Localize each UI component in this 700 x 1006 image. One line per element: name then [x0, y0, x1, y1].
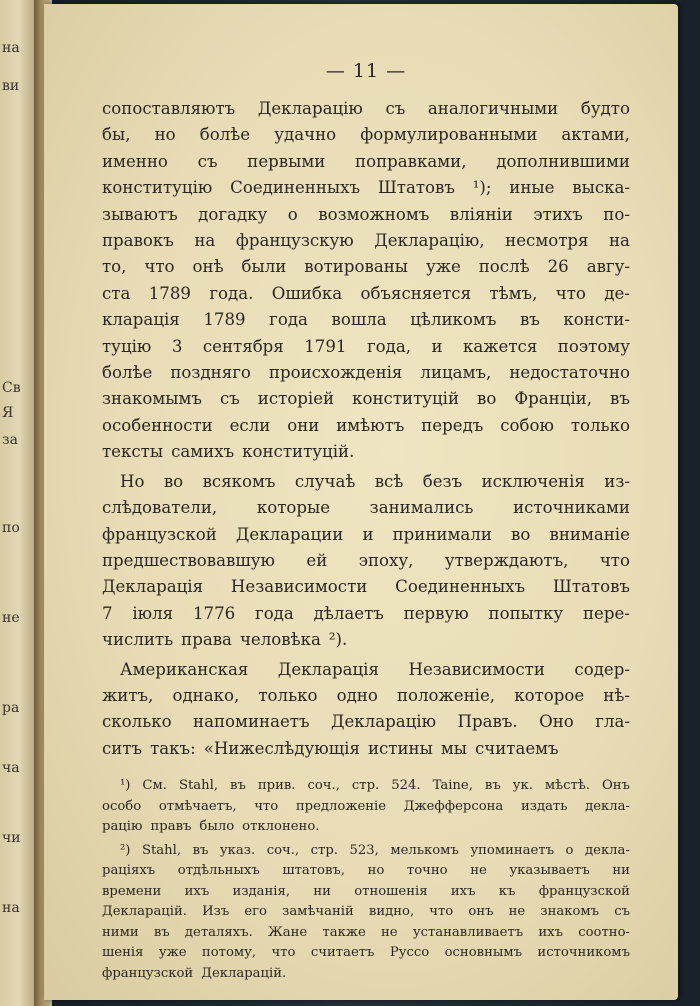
footnote: [102, 841, 630, 985]
text-line: зываютъ догадку о возможномъ вліяніи этихъ по-: [102, 204, 630, 224]
text-line: ста 1789 года. Ошибка объясняется тѣмъ, что де-: [102, 283, 630, 303]
paragraph: [102, 469, 630, 654]
text-line: именно съ первыми поправками, дополнившими: [102, 151, 630, 171]
footnote: [102, 776, 630, 838]
left-page-fragment: чи: [2, 830, 21, 846]
footnote-line: французской Декларацій.: [102, 965, 287, 981]
text-line: числить права человѣка ²).: [102, 630, 348, 650]
footnote-line: времени ихъ изданія, ни отношенія ихъ къ французской: [102, 883, 630, 899]
footnote-line: шенія уже потому, что считаетъ Руссо основнымъ источникомъ: [102, 945, 630, 961]
text-line: французской Декларации и принимали во вниманіе: [102, 524, 630, 544]
text-line: бы, но болѣе удачно формулированными актами,: [102, 125, 630, 145]
text-line: правокъ на французскую Декларацію, несмотря на: [102, 231, 630, 251]
footnote-line: ними въ деталяхъ. Жане также не устанавливаетъ ихъ соотно-: [102, 924, 630, 940]
footnote-line: особо отмѣчаетъ, что предложеніе Джефферсона издать декла-: [102, 798, 630, 814]
text-line: конституцію Соединенныхъ Штатовъ ¹); иные выска-: [102, 178, 630, 198]
text-line: тексты самихъ конституцій.: [102, 442, 355, 462]
left-page-edge: [0, 0, 34, 1006]
text-line: особенности если они имѣютъ передъ собою только: [102, 415, 630, 435]
footnote-line: ¹) См. Stahl, въ прив. соч., стр. 524. Taine, въ ук. мѣстѣ. Онъ: [120, 778, 630, 794]
text-line: Декларація Независимости Соединенныхъ Штатовъ: [102, 577, 630, 597]
paragraph: [102, 657, 630, 763]
left-page-fragment: на: [2, 40, 20, 56]
page-content: [102, 60, 630, 984]
text-line: 7 іюля 1776 года дѣлаетъ первую попытку пере-: [102, 603, 630, 623]
footnote-line: ²) Stahl, въ указ. соч., стр. 523, мелькомъ упоминаетъ о декла-: [120, 842, 630, 858]
left-page-fragment: ча: [2, 760, 20, 776]
paragraph: [102, 96, 630, 466]
text-line: Американская Декларація Независимости содер-: [120, 659, 630, 679]
text-line: ситъ такъ: «Нижеслѣдующія истины мы считаемъ: [102, 738, 559, 758]
text-line: житъ, однако, только одно положеніе, которое нѣ-: [102, 685, 630, 705]
text-line: то, что онѣ были вотированы уже послѣ 26 авгу-: [102, 257, 630, 277]
text-line: знакомымъ съ исторіей конституцій во Франціи, въ: [102, 389, 630, 409]
left-page-fragment: Я: [2, 405, 14, 421]
text-line: болѣе поздняго происхожденія лицамъ, недостаточно: [102, 363, 630, 383]
body-text: [102, 96, 630, 762]
left-page-fragment: на: [2, 900, 20, 916]
text-line: Но во всякомъ случаѣ всѣ безъ исключенія из-: [120, 471, 630, 491]
text-line: слѣдователи, которые занимались источниками: [102, 498, 630, 518]
page-number: — 11 —: [325, 60, 407, 82]
left-page-fragment: ви: [2, 78, 20, 94]
left-page-fragment: по: [2, 520, 20, 536]
footnote-line: раціяхъ отдѣльныхъ штатовъ, но точно не указываетъ ни: [102, 863, 630, 879]
footnote-line: Декларацій. Изъ его замѣчаній видно, что онъ не знакомъ съ: [102, 904, 630, 920]
text-line: сколько напоминаетъ Декларацію Правъ. Оно гла-: [102, 712, 630, 732]
left-page-fragment: не: [2, 610, 20, 626]
footnote-line: рацію правъ было отклонено.: [102, 819, 320, 835]
text-line: туцію 3 сентября 1791 года, и кажется поэтому: [102, 336, 630, 356]
footnotes: [102, 776, 630, 984]
left-page-fragment: Св: [2, 380, 21, 396]
text-line: сопоставляютъ Декларацію съ аналогичными будто: [102, 99, 630, 118]
left-page-fragment: за: [2, 432, 18, 448]
left-page-fragment: ра: [2, 700, 20, 716]
book-page: [44, 4, 678, 1000]
text-line: предшествовавшую ей эпоху, утверждаютъ, что: [102, 550, 630, 570]
text-line: кларація 1789 года вошла цѣликомъ въ консти-: [102, 310, 630, 330]
